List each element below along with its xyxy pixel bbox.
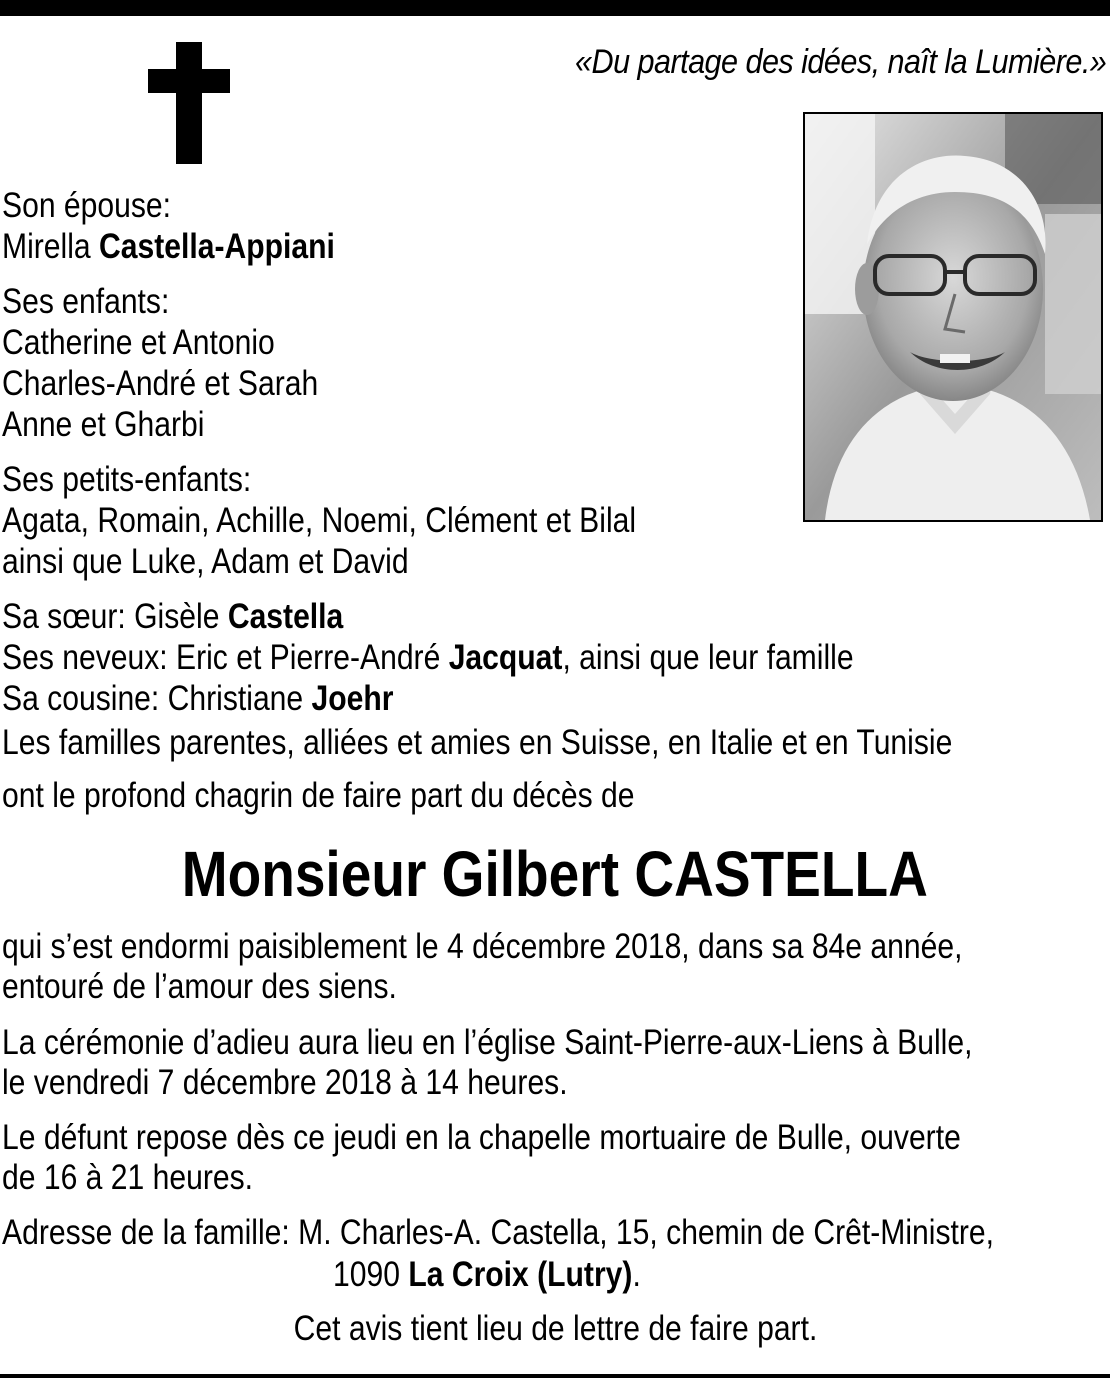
children-line: Anne et Gharbi: [2, 405, 205, 444]
grandchildren-line: Agata, Romain, Achille, Noemi, Clément et Bilal: [2, 501, 637, 540]
bottom-rule: [0, 1374, 1110, 1378]
portrait-image: [805, 114, 1101, 520]
deceased-name: Monsieur Gilbert CASTELLA: [181, 838, 929, 910]
families-line: Les familles parentes, alliées et amies en Suisse, en Italie et en Tunisie: [2, 723, 953, 762]
spouse-name: Mirella Castella-Appiani: [2, 227, 335, 266]
death-paragraph: qui s’est endormi paisiblement le 4 décembre 2018, dans sa 84e année, entouré de l’amour des siens.: [2, 927, 963, 1006]
children-line: Catherine et Antonio: [2, 323, 275, 362]
top-rule: [0, 0, 1110, 16]
announcement-line: ont le profond chagrin de faire part du décès de: [2, 776, 635, 815]
portrait-photo: [803, 112, 1103, 522]
cross-icon: [148, 42, 230, 164]
address-city-line: 1090 La Croix (Lutry).: [333, 1255, 641, 1294]
ceremony-paragraph: La cérémonie d’adieu aura lieu en l’église Saint-Pierre-aux-Liens à Bulle, le vendredi 7 décembre 2018 à 14 heures.: [2, 1023, 973, 1102]
grandchildren-line: ainsi que Luke, Adam et David: [2, 542, 409, 581]
cousin-line: Sa cousine: Christiane Joehr: [2, 679, 394, 718]
spouse-heading: Son épouse:: [2, 186, 172, 225]
motto: «Du partage des idées, naît la Lumière.»: [574, 43, 1106, 81]
nephews-line: Ses neveux: Eric et Pierre-André Jacquat, ainsi que leur famille: [2, 638, 854, 677]
children-line: Charles-André et Sarah: [2, 364, 319, 403]
sister-line: Sa sœur: Gisèle Castella: [2, 597, 344, 636]
grandchildren-heading: Ses petits-enfants:: [2, 460, 252, 499]
viewing-paragraph: Le défunt repose dès ce jeudi en la chapelle mortuaire de Bulle, ouverte de 16 à 21 heures.: [2, 1118, 961, 1197]
children-heading: Ses enfants:: [2, 282, 170, 321]
closing-line: Cet avis tient lieu de lettre de faire part.: [293, 1309, 817, 1348]
address-paragraph: Adresse de la famille: M. Charles-A. Castella, 15, chemin de Crêt-Ministre,: [2, 1213, 994, 1252]
